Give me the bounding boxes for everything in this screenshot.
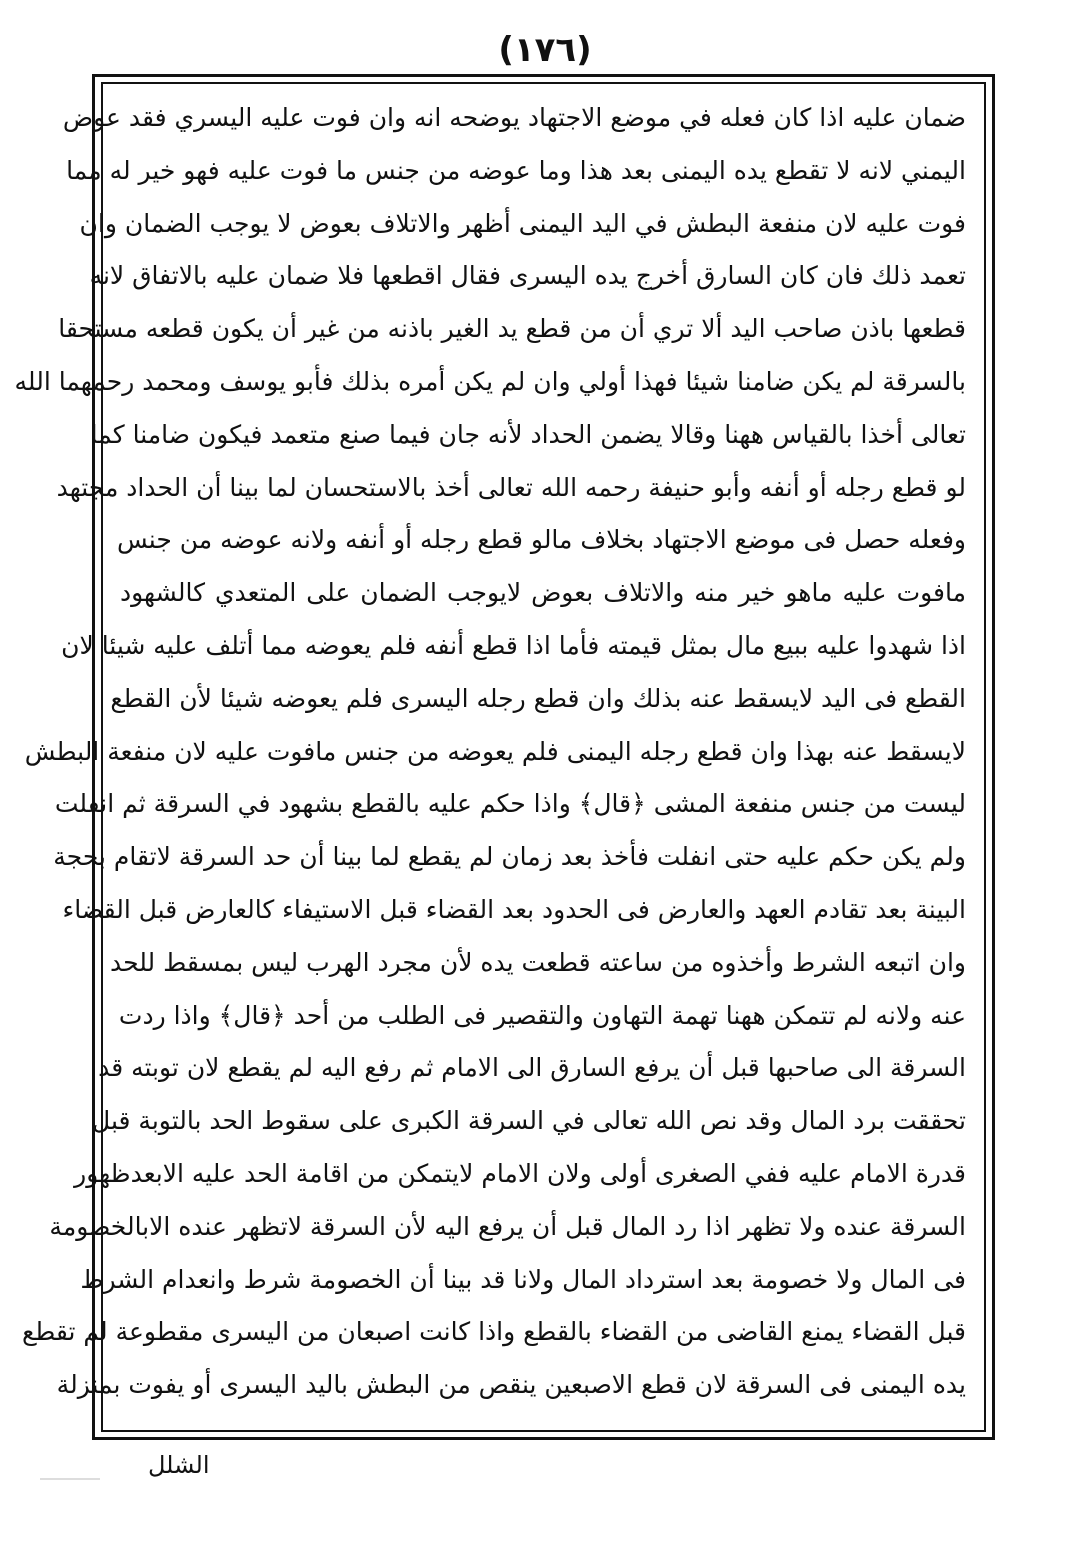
text-line: ولم يكن حكم عليه حتى انفلت فأخذ بعد زمان لم يقطع لما بينا أن حد السرقة لاتقام بحجة [53,842,966,872]
text-line: مافوت عليه ماهو خير منه والاتلاف بعوض لايوجب الضمان على المتعدي كالشهود [120,578,966,608]
text-line: لايسقط عنه بهذا وان قطع رجله اليمنى فلم يعوضه من جنس مافوت عليه لان منفعة البطش [24,736,966,766]
text-line: تحققت برد المال وقد نص الله تعالى في السرقة الكبرى على سقوط الحد بالتوبة قبل [92,1106,966,1136]
text-line: قبل القضاء يمنع القاضى من القضاء بالقطع واذا كانت اصبعان من اليسرى مقطوعة لم تقطع [22,1317,966,1347]
text-line: بالسرقة لم يكن ضامنا شيئا فهذا أولي وان لم يكن أمره بذلك فأبو يوسف ومحمد رحمهما الله [14,366,966,396]
text-line: لو قطع رجله أو أنفه وأبو حنيفة رحمه الله تعالى أخذ بالاستحسان لما بينا أن الحداد مجتهد [56,472,966,502]
text-line: السرقة الى صاحبها قبل أن يرفع السارق الى الامام ثم رفع اليه لم يقطع لان توبته قد [98,1053,966,1083]
text-line: يده اليمنى فى السرقة لان قطع الاصبعين ينقص من البطش باليد اليسرى أو يفوت بمنزلة [56,1370,966,1400]
text-line: وان اتبعه الشرط وأخذوه من ساعته قطعت يده لأن مجرد الهرب ليس بمسقط للحد [109,947,966,977]
catchword: الشلل [148,1451,210,1479]
text-line: القطع فى اليد لايسقط عنه بذلك وان قطع رجله اليسرى فلم يعوضه شيئا لأن القطع [110,683,966,713]
text-line: السرقة عنده ولا تظهر اذا رد المال قبل أن يرفع اليه لأن السرقة لاتظهر عنده الابالخصومة [49,1211,966,1241]
text-line: فوت عليه لان منفعة البطش في اليد اليمنى أظهر والاتلاف بعوض لا يوجب الضمان وان [79,208,966,238]
text-line: اذا شهدوا عليه ببيع مال بمثل قيمته فأما اذا قطع أنفه فلم يعوضه مما أتلف عليه شيئا لان [61,630,966,660]
text-line: عنه ولانه لم تتمكن ههنا تهمة التهاون والتقصير فى الطلب من أحد ﴿قال﴾ واذا ردت [118,1000,966,1030]
text-line: ضمان عليه اذا كان فعله في موضع الاجتهاد يوضحه انه وان فوت عليه اليسري فقد عوض [62,103,966,132]
page-number: (١٧٦) [498,30,592,70]
text-line: اليمني لانه لا تقطع يده اليمنى بعد هذا وما عوضه من جنس ما فوت عليه فهو خير له مما [66,155,966,185]
text-line: قدرة الامام عليه ففي الصغرى أولى ولان الامام لايتمكن من اقامة الحد عليه الابعدظهور [74,1158,966,1188]
text-line: فى المال ولا خصومة بعد استرداد المال ولانا قد بينا أن الخصومة شرط وانعدام الشرط [80,1264,966,1294]
text-line: البينة بعد تقادم العهد والعارض فى الحدود بعد القضاء قبل الاستيفاء كالعارض قبل القضاء [62,894,966,924]
paper-speck [40,1478,100,1480]
text-line: تعالى أخذا بالقياس ههنا وقالا يضمن الحداد لأنه جان فيما صنع متعمد فيكون ضامنا كما [90,419,966,449]
text-line: تعمد ذلك فان كان السارق أخرج يده اليسرى فقال اقطعها فلا ضمان عليه بالاتفاق لانه [89,261,966,291]
text-line: قطعها باذن صاحب اليد ألا تري أن من قطع يد الغير باذنه من غير أن يكون قطعه مستحقا [58,314,966,344]
main-text [14,92,966,1422]
text-line: ليست من جنس منفعة المشى ﴿قال﴾ واذا حكم عليه بالقطع بشهود في السرقة ثم انفلت [54,789,966,819]
text-line: وفعله حصل فى موضع الاجتهاد بخلاف مالو قطع رجله أو أنفه ولانه عوضه من جنس [116,525,966,555]
